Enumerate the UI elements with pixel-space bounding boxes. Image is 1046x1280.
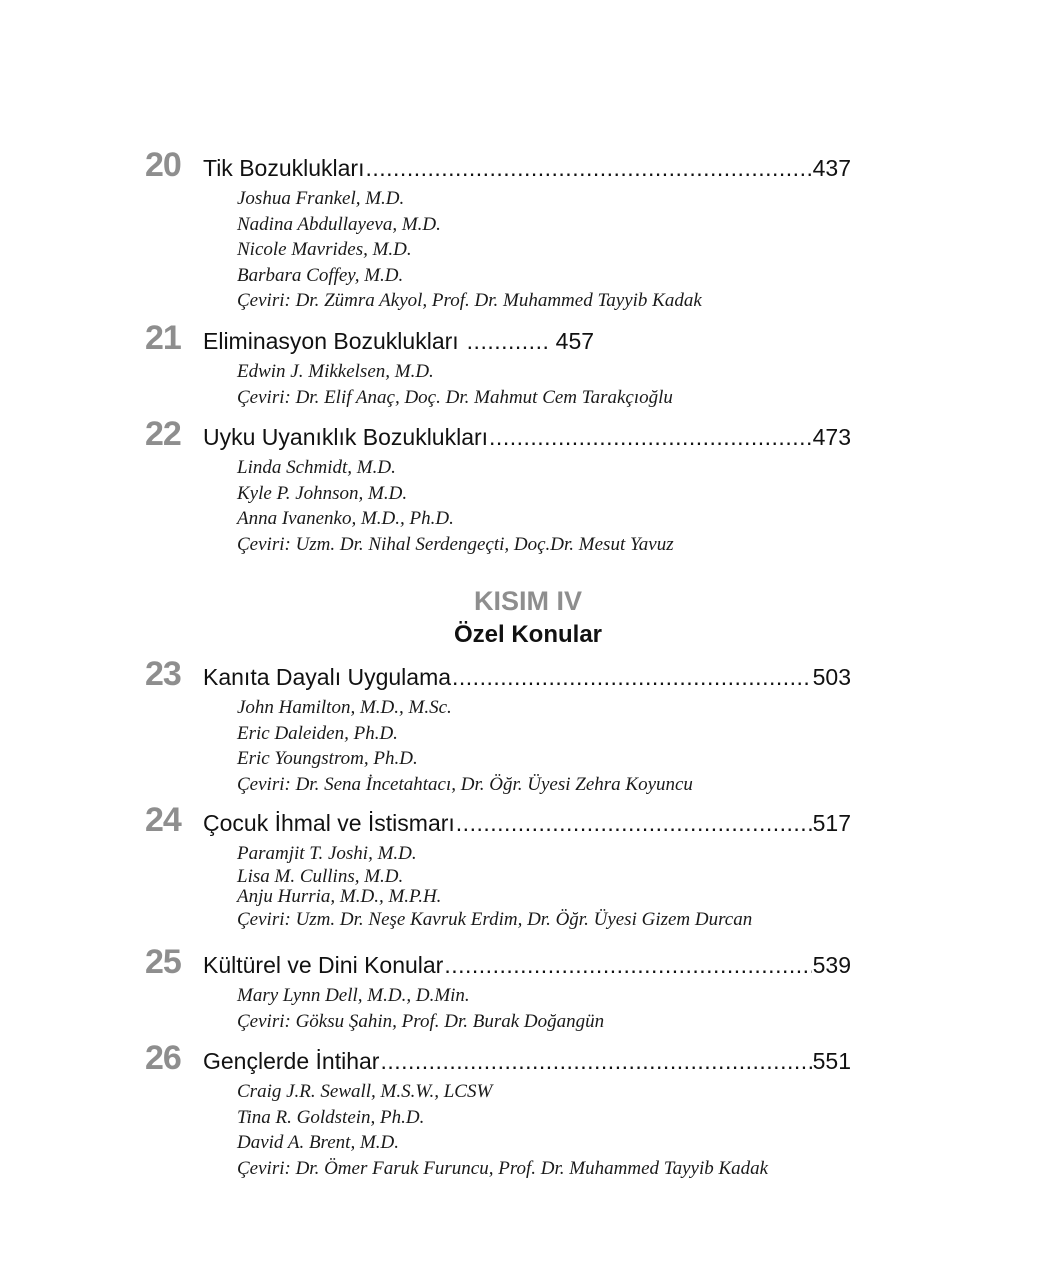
chapter-title-row[interactable]	[203, 663, 851, 691]
chapter-title: Kanıta Dayalı Uygulama	[203, 664, 452, 690]
chapter-page-number: 473	[812, 424, 851, 450]
chapter-title: Gençlerde İntihar	[203, 1048, 380, 1074]
part-title: Özel Konular	[453, 621, 603, 648]
chapter-page-number: 503	[812, 664, 851, 690]
chapter-title-row[interactable]	[203, 1047, 851, 1075]
chapter-number: 26	[145, 1039, 181, 1077]
toc-entry-24	[145, 801, 851, 932]
toc-entry-21	[145, 319, 851, 410]
dot-leader	[444, 951, 811, 979]
author-line: Joshua Frankel, M.D.	[237, 188, 405, 209]
chapter-authors	[237, 841, 851, 932]
translator-line: Çeviri: Dr. Zümra Akyol, Prof. Dr. Muhammed Tayyib Kadak	[237, 290, 702, 311]
author-line: John Hamilton, M.D., M.Sc.	[237, 697, 452, 718]
author-line: Anna Ivanenko, M.D., Ph.D.	[237, 508, 454, 529]
author-line: Linda Schmidt, M.D.	[237, 457, 396, 478]
chapter-number: 20	[145, 146, 181, 184]
author-line: Lisa M. Cullins, M.D.	[237, 865, 404, 887]
chapter-number: 24	[145, 801, 181, 839]
dot-leader	[365, 154, 811, 182]
chapter-title: Eliminasyon Bozuklukları	[203, 328, 459, 354]
toc-entry-25	[145, 943, 851, 1034]
dot-leader	[456, 809, 812, 837]
author-line: Mary Lynn Dell, M.D., D.Min.	[237, 985, 470, 1006]
translator-line: Çeviri: Uzm. Dr. Nihal Serdengeçti, Doç.Dr. Mesut Yavuz	[237, 533, 674, 555]
chapter-title-row[interactable]	[203, 154, 851, 182]
chapter-title: Tik Bozuklukları	[203, 155, 365, 181]
chapter-page-number: 551	[812, 1048, 851, 1074]
dot-leader	[467, 327, 549, 355]
translator-line: Çeviri: Dr. Elif Anaç, Doç. Dr. Mahmut Cem Tarakçıoğlu	[237, 386, 673, 408]
author-line: Tina R. Goldstein, Ph.D.	[237, 1106, 425, 1128]
chapter-authors	[237, 359, 851, 410]
chapter-page-number: 457	[555, 328, 595, 354]
author-line: Eric Daleiden, Ph.D.	[237, 722, 398, 744]
author-line: Edwin J. Mikkelsen, M.D.	[237, 361, 434, 382]
chapter-page-number: 517	[812, 810, 851, 836]
translator-line: Çeviri: Dr. Ömer Faruk Furuncu, Prof. Dr. Muhammed Tayyib Kadak	[237, 1157, 769, 1179]
chapter-number: 23	[145, 655, 181, 693]
chapter-title-row[interactable]	[203, 809, 851, 837]
translator-line: Çeviri: Uzm. Dr. Neşe Kavruk Erdim, Dr. Öğr. Üyesi Gizem Durcan	[237, 908, 753, 930]
chapter-title: Uyku Uyanıklık Bozuklukları	[203, 424, 489, 450]
chapter-title-row[interactable]	[203, 423, 851, 451]
author-line: Anju Hurria, M.D., M.P.H.	[237, 885, 442, 907]
chapter-authors	[237, 983, 851, 1034]
author-line: Nicole Mavrides, M.D.	[237, 239, 412, 260]
toc-entry-20	[145, 146, 851, 314]
chapter-number: 22	[145, 415, 181, 453]
toc-entry-26	[145, 1039, 851, 1181]
chapter-title-row[interactable]	[203, 327, 851, 355]
toc-entry-22	[145, 415, 851, 557]
author-line: Nadina Abdullayeva, M.D.	[237, 213, 441, 235]
chapter-title-row[interactable]	[203, 951, 851, 979]
translator-line: Çeviri: Göksu Şahin, Prof. Dr. Burak Doğangün	[237, 1010, 605, 1032]
chapter-authors	[237, 695, 851, 797]
dot-leader	[452, 663, 812, 691]
part-label: KISIM IV	[473, 586, 582, 616]
chapter-authors	[237, 1079, 851, 1181]
toc-entry-23	[145, 655, 851, 797]
part-heading	[0, 585, 1046, 650]
translator-line: Çeviri: Dr. Sena İncetahtacı, Dr. Öğr. Üyesi Zehra Koyuncu	[237, 773, 693, 795]
chapter-page-number: 539	[812, 952, 851, 978]
author-line: Barbara Coffey, M.D.	[237, 264, 404, 286]
author-line: David A. Brent, M.D.	[237, 1132, 400, 1153]
chapter-authors	[237, 455, 851, 557]
author-line: Craig J.R. Sewall, M.S.W., LCSW	[237, 1081, 493, 1102]
chapter-title: Kültürel ve Dini Konular	[203, 952, 444, 978]
dot-leader	[489, 423, 812, 451]
chapter-number: 21	[145, 319, 181, 357]
dot-leader	[380, 1047, 811, 1075]
chapter-page-number: 437	[812, 155, 851, 181]
author-line: Paramjit T. Joshi, M.D.	[237, 843, 417, 864]
author-line: Kyle P. Johnson, M.D.	[237, 482, 408, 504]
chapter-title: Çocuk İhmal ve İstismarı	[203, 810, 455, 836]
chapter-number: 25	[145, 943, 181, 981]
chapter-authors	[237, 186, 851, 314]
author-line: Eric Youngstrom, Ph.D.	[237, 748, 418, 769]
